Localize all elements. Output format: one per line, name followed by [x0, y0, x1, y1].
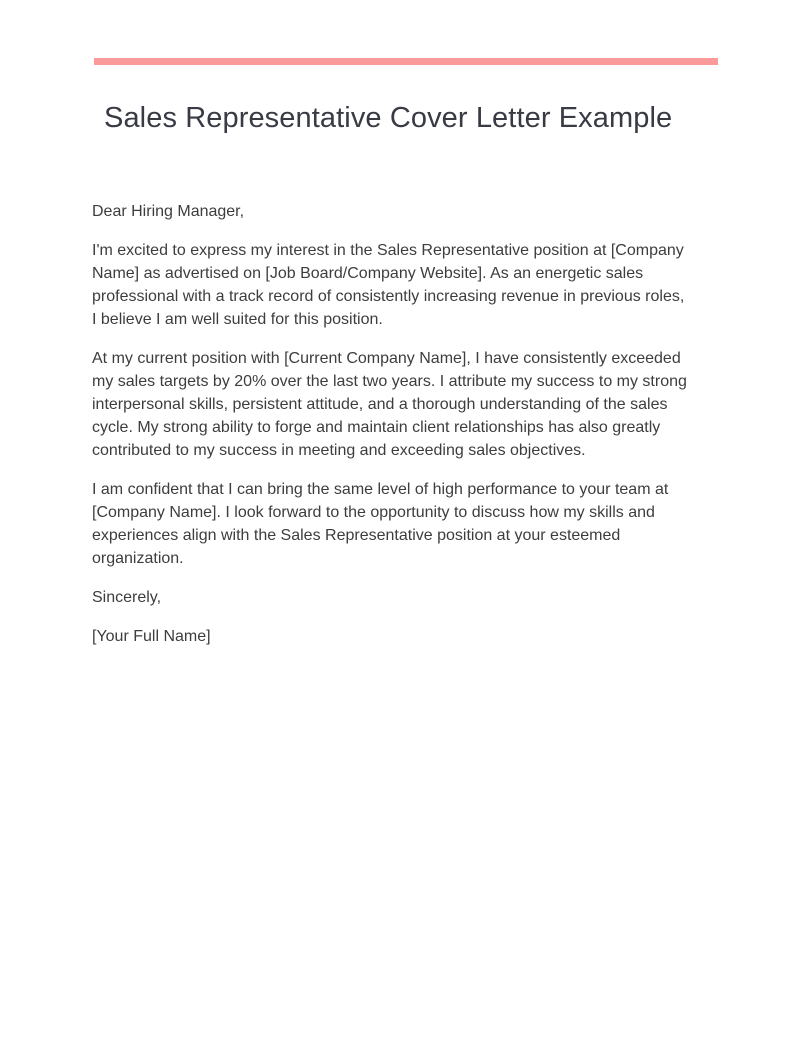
paragraph-closing: I am confident that I can bring the same level of high performance to your team at [Company Name]. I look forward to the opportunity to discuss how my skills and experiences align with the Sales Representative position at your esteemed organization. — [92, 481, 669, 567]
page-title: Sales Representative Cover Letter Example — [104, 102, 673, 134]
accent-bar — [94, 58, 718, 65]
paragraph-experience: At my current position with [Current Company Name], I have consistently exceeded my sales targets by 20% over the last two years. I attribute my success to my strong interpersonal skills, persistent attitude, and a thorough understanding of the sales cycle. My strong ability to forge and maintain client relationships has also greatly contributed to my success in meeting and exceeding sales objectives. — [92, 350, 687, 459]
letter-body — [92, 200, 692, 664]
paragraph-intro: I'm excited to express my interest in the Sales Representative position at [Company Name] as advertised on [Job Board/Company Website]. As an energetic sales professional with a track record of consistently increasing revenue in previous roles, I believe I am well suited for this position. — [92, 242, 685, 328]
signature: [Your Full Name] — [92, 628, 211, 645]
salutation: Dear Hiring Manager, — [92, 203, 245, 220]
closing: Sincerely, — [92, 589, 162, 606]
